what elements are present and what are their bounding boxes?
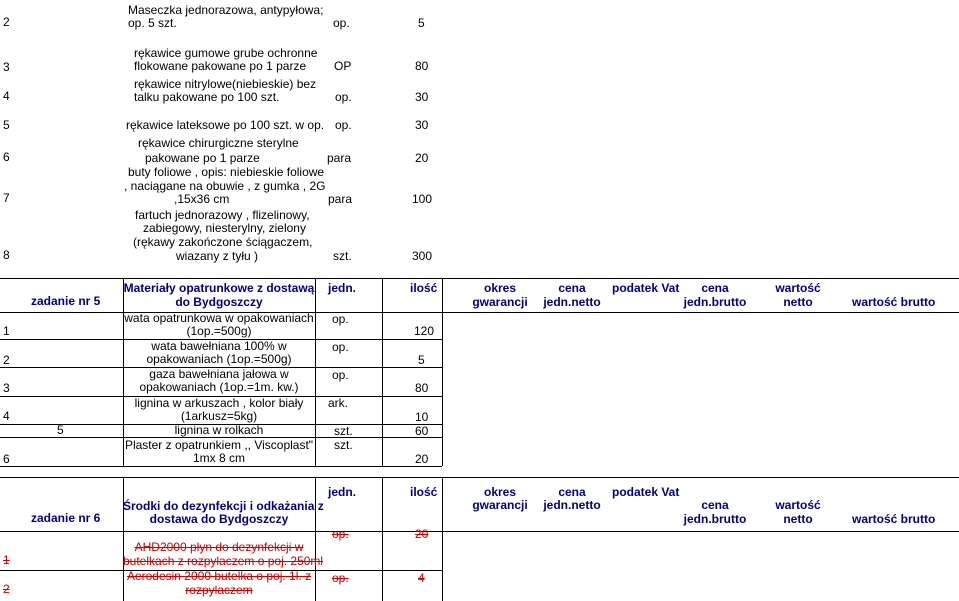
unit-cell: op.: [332, 312, 349, 326]
section-title: dostawa do Bydgoszczy: [149, 512, 289, 526]
unit-cell: OP: [334, 59, 352, 73]
header-qty: ilość: [410, 485, 438, 499]
table-border: [0, 477, 959, 478]
header-warranty: okres: [483, 281, 517, 295]
header-price-gross: cena: [701, 281, 729, 295]
table-border: [382, 278, 383, 466]
item-description: rękawice chirurgiczne sterylne: [138, 136, 299, 150]
row-number: 1: [3, 553, 10, 567]
header-price-gross: cena: [701, 498, 729, 512]
table-border: [315, 278, 316, 466]
item-description: pakowane po 1 parze: [145, 151, 260, 165]
qty-cell: 100: [412, 192, 433, 206]
table-border: [382, 477, 383, 601]
unit-cell: op.: [332, 527, 349, 541]
item-description: AHD2000 płyn do dezynfekcji w: [134, 540, 304, 554]
item-description: butelkach z rozpylaczem o poj. 250ml: [123, 554, 324, 568]
qty-cell: 4: [418, 571, 425, 585]
unit-cell: szt.: [334, 438, 353, 452]
qty-cell: 20: [415, 527, 429, 541]
qty-cell: 80: [415, 59, 429, 73]
item-description: 1mx 8 cm: [192, 451, 245, 465]
item-description: rękawice gumowe grube ochronne: [134, 46, 318, 60]
row-number: 6: [3, 150, 10, 164]
header-value-gross: wartość brutto: [852, 295, 936, 309]
header-vat: podatek Vat: [612, 281, 680, 295]
header-warranty: gwarancji: [472, 498, 528, 512]
table-border: [442, 278, 443, 466]
table-border: [315, 477, 316, 601]
row-number: 8: [3, 248, 10, 262]
unit-cell: para: [327, 151, 352, 165]
row-number: 5: [57, 423, 64, 437]
header-price-net: cena: [558, 281, 586, 295]
item-description: rękawice nitrylowe(niebieskie) bez: [134, 77, 317, 91]
item-description: lignina w rolkach: [174, 423, 264, 437]
header-unit: jedn.: [328, 281, 357, 295]
qty-cell: 30: [415, 118, 429, 132]
row-number: 5: [3, 118, 10, 132]
item-description: (rękawy zakończone ściągaczem,: [133, 235, 313, 249]
table-border: [0, 278, 959, 279]
item-description: Aerodesin 2000 butelka o poj. 1l. z: [126, 569, 312, 583]
qty-cell: 20: [415, 151, 429, 165]
item-description: fartuch jednorazowy , flizelinowy,: [135, 208, 310, 222]
unit-cell: op.: [332, 368, 349, 382]
table-border: [0, 466, 442, 467]
section-title: Środki do dezynfekcji i odkażania z: [123, 499, 324, 513]
header-price-gross: jedn.brutto: [683, 295, 747, 309]
row-number: 4: [3, 409, 10, 423]
header-qty: ilość: [410, 281, 438, 295]
unit-cell: op.: [332, 340, 349, 354]
task-label: zadanie nr 6: [31, 511, 101, 525]
qty-cell: 5: [418, 16, 425, 30]
item-description: opakowaniach (1op.=1m. kw.): [139, 380, 299, 394]
header-price-net: cena: [558, 485, 586, 499]
item-description: ,15x36 cm: [174, 192, 230, 206]
unit-cell: para: [328, 192, 353, 206]
header-vat: podatek Vat: [612, 485, 680, 499]
row-number: 2: [3, 353, 10, 367]
item-description: Plaster z opatrunkiem ,, Viscoplast": [124, 438, 314, 452]
qty-cell: 5: [418, 353, 425, 367]
unit-cell: op.: [335, 90, 352, 104]
item-description: wata bawełniana 100% w: [151, 339, 287, 353]
item-description: wata opatrunkowa w opakowaniach: [124, 311, 314, 325]
row-number: 3: [3, 60, 10, 74]
unit-cell: op.: [332, 571, 349, 585]
item-description: rozpylaczem: [185, 583, 253, 597]
item-description: Maseczka jednorazowa, antypyłowa;: [128, 3, 324, 17]
row-number: 1: [3, 324, 10, 338]
qty-cell: 80: [415, 381, 429, 395]
row-number: 7: [3, 191, 10, 205]
header-value-net: netto: [783, 512, 813, 526]
item-description: gaza bawełniana jałowa w: [149, 367, 289, 381]
item-description: zabiegowy, niesterylny, zielony: [143, 221, 306, 235]
header-value-gross: wartość brutto: [852, 512, 936, 526]
header-warranty: okres: [483, 485, 517, 499]
header-unit: jedn.: [328, 485, 357, 499]
row-number: 3: [3, 381, 10, 395]
item-description: talku pakowane po 100 szt.: [134, 90, 280, 104]
row-number: 2: [3, 15, 10, 29]
row-number: 6: [3, 452, 10, 466]
item-description: (1arkusz=5kg): [180, 409, 258, 423]
item-description: buty foliowe , opis: niebieskie foliowe: [128, 165, 325, 179]
item-description: op. 5 szt.: [128, 16, 177, 30]
header-value-net: wartość: [775, 281, 821, 295]
unit-cell: szt.: [333, 249, 352, 263]
item-description: (1op.=500g): [186, 324, 252, 338]
section-title: Materiały opatrunkowe z dostawą: [123, 281, 315, 295]
item-description: , naciągane na obuwie , z gumka , 2G: [124, 179, 326, 193]
qty-cell: 10: [415, 410, 429, 424]
item-description: lignina w arkuszach , kolor biały: [134, 396, 304, 410]
header-price-gross: jedn.brutto: [683, 512, 747, 526]
qty-cell: 120: [414, 324, 435, 338]
row-number: 2: [3, 582, 10, 596]
table-border: [442, 477, 443, 601]
row-number: 4: [3, 89, 10, 103]
unit-cell: szt.: [334, 424, 353, 438]
header-value-net: wartość: [775, 498, 821, 512]
qty-cell: 20: [415, 452, 429, 466]
qty-cell: 60: [415, 424, 429, 438]
header-price-net: jedn.netto: [543, 498, 601, 512]
item-description: flokowane pakowane po 1 parze: [134, 59, 307, 73]
unit-cell: op.: [335, 118, 352, 132]
item-description: wiazany z tyłu ): [176, 249, 259, 263]
table-border: [0, 531, 959, 532]
task-label: zadanie nr 5: [31, 294, 101, 308]
header-value-net: netto: [783, 295, 813, 309]
item-description: opakowaniach (1op.=500g): [146, 352, 292, 366]
item-description: rękawice lateksowe po 100 szt. w op.: [126, 118, 325, 132]
qty-cell: 30: [415, 90, 429, 104]
unit-cell: op.: [333, 16, 350, 30]
header-warranty: gwarancji: [472, 295, 528, 309]
header-price-net: jedn.netto: [543, 295, 601, 309]
qty-cell: 300: [412, 249, 433, 263]
section-title: do Bydgoszczy: [175, 295, 263, 309]
unit-cell: ark.: [328, 396, 349, 410]
